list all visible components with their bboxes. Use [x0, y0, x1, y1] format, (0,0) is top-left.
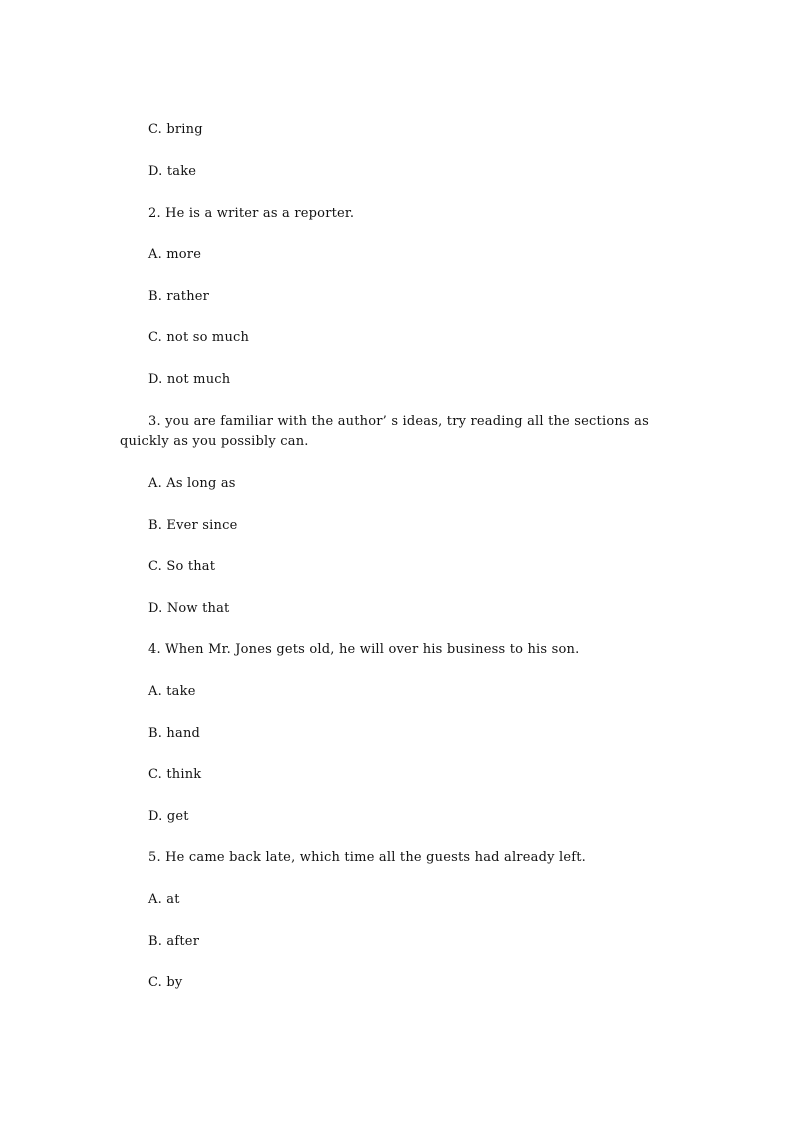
question-5: 5. He came back late, which time all the guests had already left. [148, 850, 586, 865]
option-d-line: D. not much [148, 372, 231, 387]
option-c-line: C. So that [148, 559, 216, 574]
question-4: 4. When Mr. Jones gets old, he will over his business to his son. [148, 642, 580, 657]
option-b-line: B. after [148, 934, 200, 949]
option-d-line: D. Now that [148, 601, 230, 616]
option-a-line: A. more [148, 247, 202, 262]
option-c-line: C. bring [148, 122, 203, 137]
option-d-line: D. get [148, 809, 189, 824]
option-b-line: B. hand [148, 726, 201, 741]
option-a-line: A. at [148, 892, 180, 907]
option-c-line: C. by [148, 975, 183, 990]
option-d-line: D. take [148, 164, 197, 179]
option-a-line: A. As long as [148, 476, 236, 491]
option-b-line: B. rather [148, 289, 210, 304]
option-b-line: B. Ever since [148, 518, 238, 533]
option-c-line: C. not so much [148, 330, 250, 345]
question-2: 2. He is a writer as a reporter. [148, 206, 355, 221]
option-c-line: C. think [148, 767, 202, 782]
option-a-line: A. take [148, 684, 196, 699]
question-3: 3. you are familiar with the author’ s ideas, try reading all the sections as quickly as you possibly can. [120, 414, 649, 449]
